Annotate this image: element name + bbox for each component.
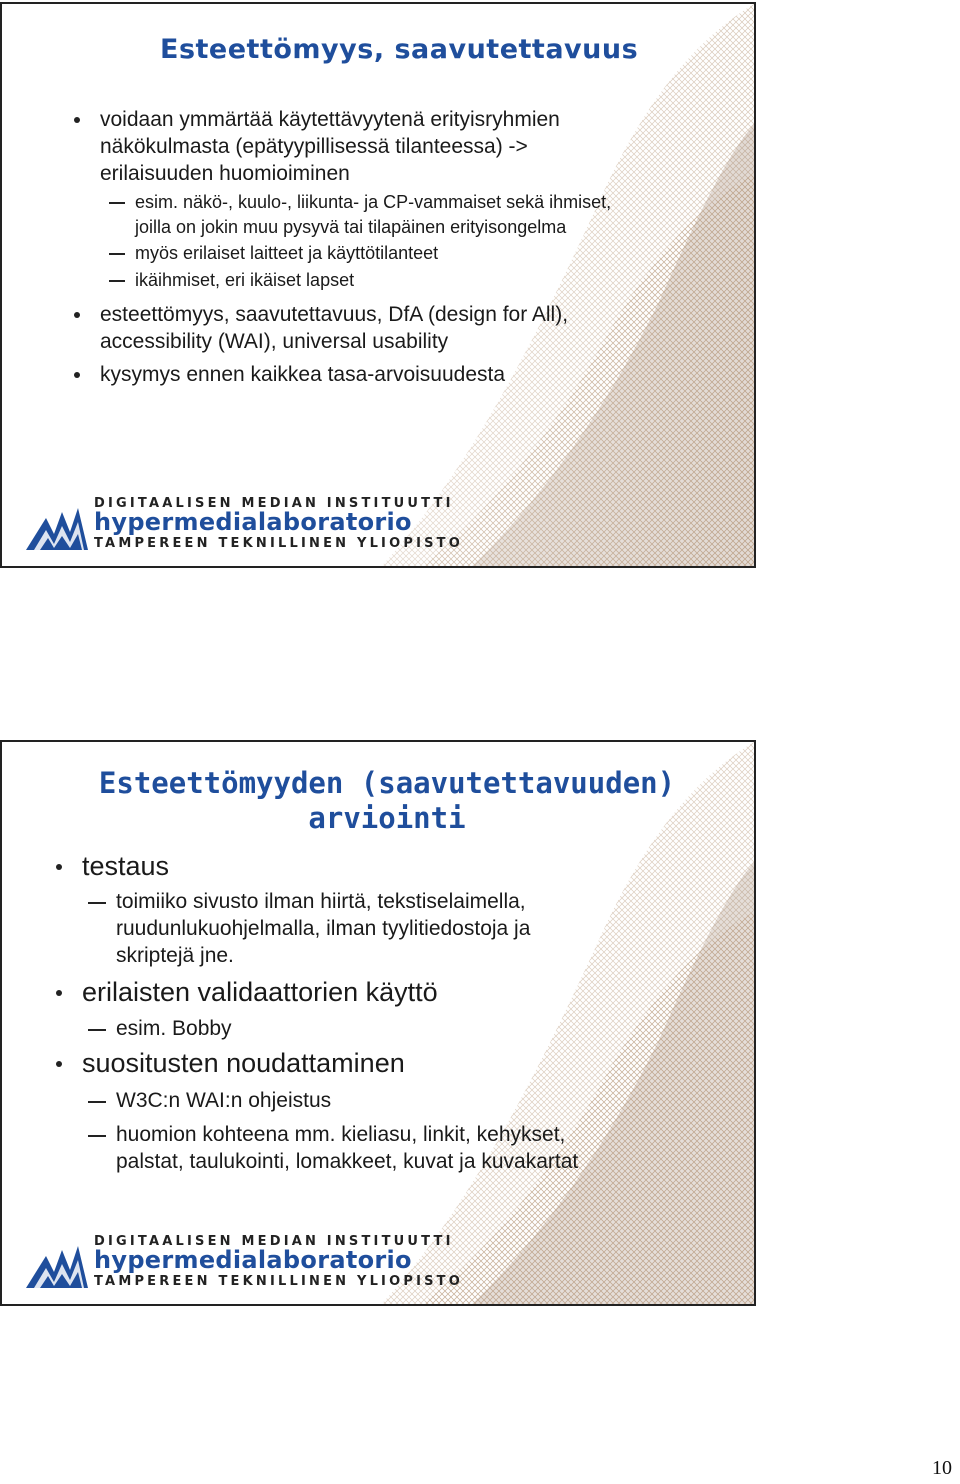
subbullet-text: ruudunlukuohjelmalla, ilman tyylitiedostoja ja xyxy=(116,917,531,940)
logo-line-2: hypermedialaboratorio xyxy=(94,1246,412,1274)
logo-line-1: DIGITAALISEN MEDIAN INSTITUUTTI xyxy=(94,496,454,511)
slide-1-subbullet-1 xyxy=(135,190,611,240)
bullet-dot xyxy=(56,1061,62,1067)
dash-marker xyxy=(88,902,106,904)
dash-marker xyxy=(88,1029,106,1031)
logo-line-3: TAMPEREEN TEKNILLINEN YLIOPISTO xyxy=(94,1274,463,1289)
dash-marker xyxy=(88,1135,106,1137)
logo-mark-icon xyxy=(24,504,92,554)
slide-2-subbullet-3 xyxy=(116,1087,331,1114)
bullet-text: voidaan ymmärtää käytettävyytenä erityisryhmien xyxy=(100,108,560,131)
slide-2-title-line-1: Esteettömyyden (saavutettavuuden) xyxy=(98,766,676,800)
logo-mark-icon xyxy=(24,1242,92,1292)
logo-line-1: DIGITAALISEN MEDIAN INSTITUUTTI xyxy=(94,1234,454,1249)
bullet-dot xyxy=(56,864,62,870)
slide-2-bullet-2 xyxy=(82,976,438,1009)
hypermedialaboratorio-logo xyxy=(24,1234,463,1294)
bullet-text: erilaisten validaattorien käyttö xyxy=(82,977,438,1007)
slide-2-title-line-2: arviointi xyxy=(308,801,466,835)
hypermedialaboratorio-logo xyxy=(24,496,463,556)
subbullet-text: esim. Bobby xyxy=(116,1017,232,1040)
bullet-dot xyxy=(74,117,80,123)
bullet-text: näkökulmasta (epätyypillisessä tilanteessa) -> xyxy=(100,135,528,158)
logo-line-2: hypermedialaboratorio xyxy=(94,508,412,536)
bullet-dot xyxy=(56,990,62,996)
subbullet-text: W3C:n WAI:n ohjeistus xyxy=(116,1089,332,1112)
slide-2 xyxy=(0,740,756,1306)
dash-marker xyxy=(109,253,125,255)
subbullet-text: esim. näkö-, kuulo-, liikunta- ja CP-vammaiset sekä ihmiset, xyxy=(135,192,612,212)
slide-2-subbullet-2 xyxy=(116,1015,232,1042)
dash-marker xyxy=(109,280,125,282)
slide-2-title xyxy=(42,766,732,836)
page-number: 10 xyxy=(932,1457,952,1479)
slide-2-subbullet-1 xyxy=(116,888,530,969)
bullet-dot xyxy=(74,372,80,378)
slide-1-bullet-3 xyxy=(100,361,505,388)
dash-marker xyxy=(109,202,125,204)
bullet-text: accessibility (WAI), universal usability xyxy=(100,330,449,353)
subbullet-text: myös erilaiset laitteet ja käyttötilanteet xyxy=(135,243,439,263)
slide-1-bullet-1 xyxy=(100,106,560,187)
slide-1-subbullet-3 xyxy=(135,268,354,293)
slide-1-title: Esteettömyys, saavutettavuus xyxy=(160,34,639,65)
mesh-wave-background xyxy=(0,4,754,568)
bullet-text: testaus xyxy=(82,851,170,881)
subbullet-text: huomion kohteena mm. kieliasu, linkit, kehykset, xyxy=(116,1123,566,1146)
slide-2-bullet-1 xyxy=(82,850,169,883)
subbullet-text: toimiiko sivusto ilman hiirtä, tekstiselaimella, xyxy=(116,890,526,913)
dash-marker xyxy=(88,1101,106,1103)
logo-line-3: TAMPEREEN TEKNILLINEN YLIOPISTO xyxy=(94,536,463,551)
slide-1-bullet-2 xyxy=(100,301,568,355)
bullet-text: suositusten noudattaminen xyxy=(82,1048,405,1078)
bullet-text: erilaisuuden huomioiminen xyxy=(100,162,350,185)
slide-2-bullet-3 xyxy=(82,1047,405,1080)
bullet-text: kysymys ennen kaikkea tasa-arvoisuudesta xyxy=(100,363,506,386)
subbullet-text: skriptejä jne. xyxy=(116,944,234,967)
bullet-dot xyxy=(74,312,80,318)
slide-1 xyxy=(0,2,756,568)
slide-2-subbullet-4 xyxy=(116,1121,578,1175)
subbullet-text: ikäihmiset, eri ikäiset lapset xyxy=(135,270,355,290)
subbullet-text: palstat, taulukointi, lomakkeet, kuvat ja kuvakartat xyxy=(116,1150,579,1173)
subbullet-text: joilla on jokin muu pysyvä tai tilapäinen erityisongelma xyxy=(135,217,567,237)
slide-1-subbullet-2 xyxy=(135,241,438,266)
bullet-text: esteettömyys, saavutettavuus, DfA (design for All), xyxy=(100,303,569,326)
